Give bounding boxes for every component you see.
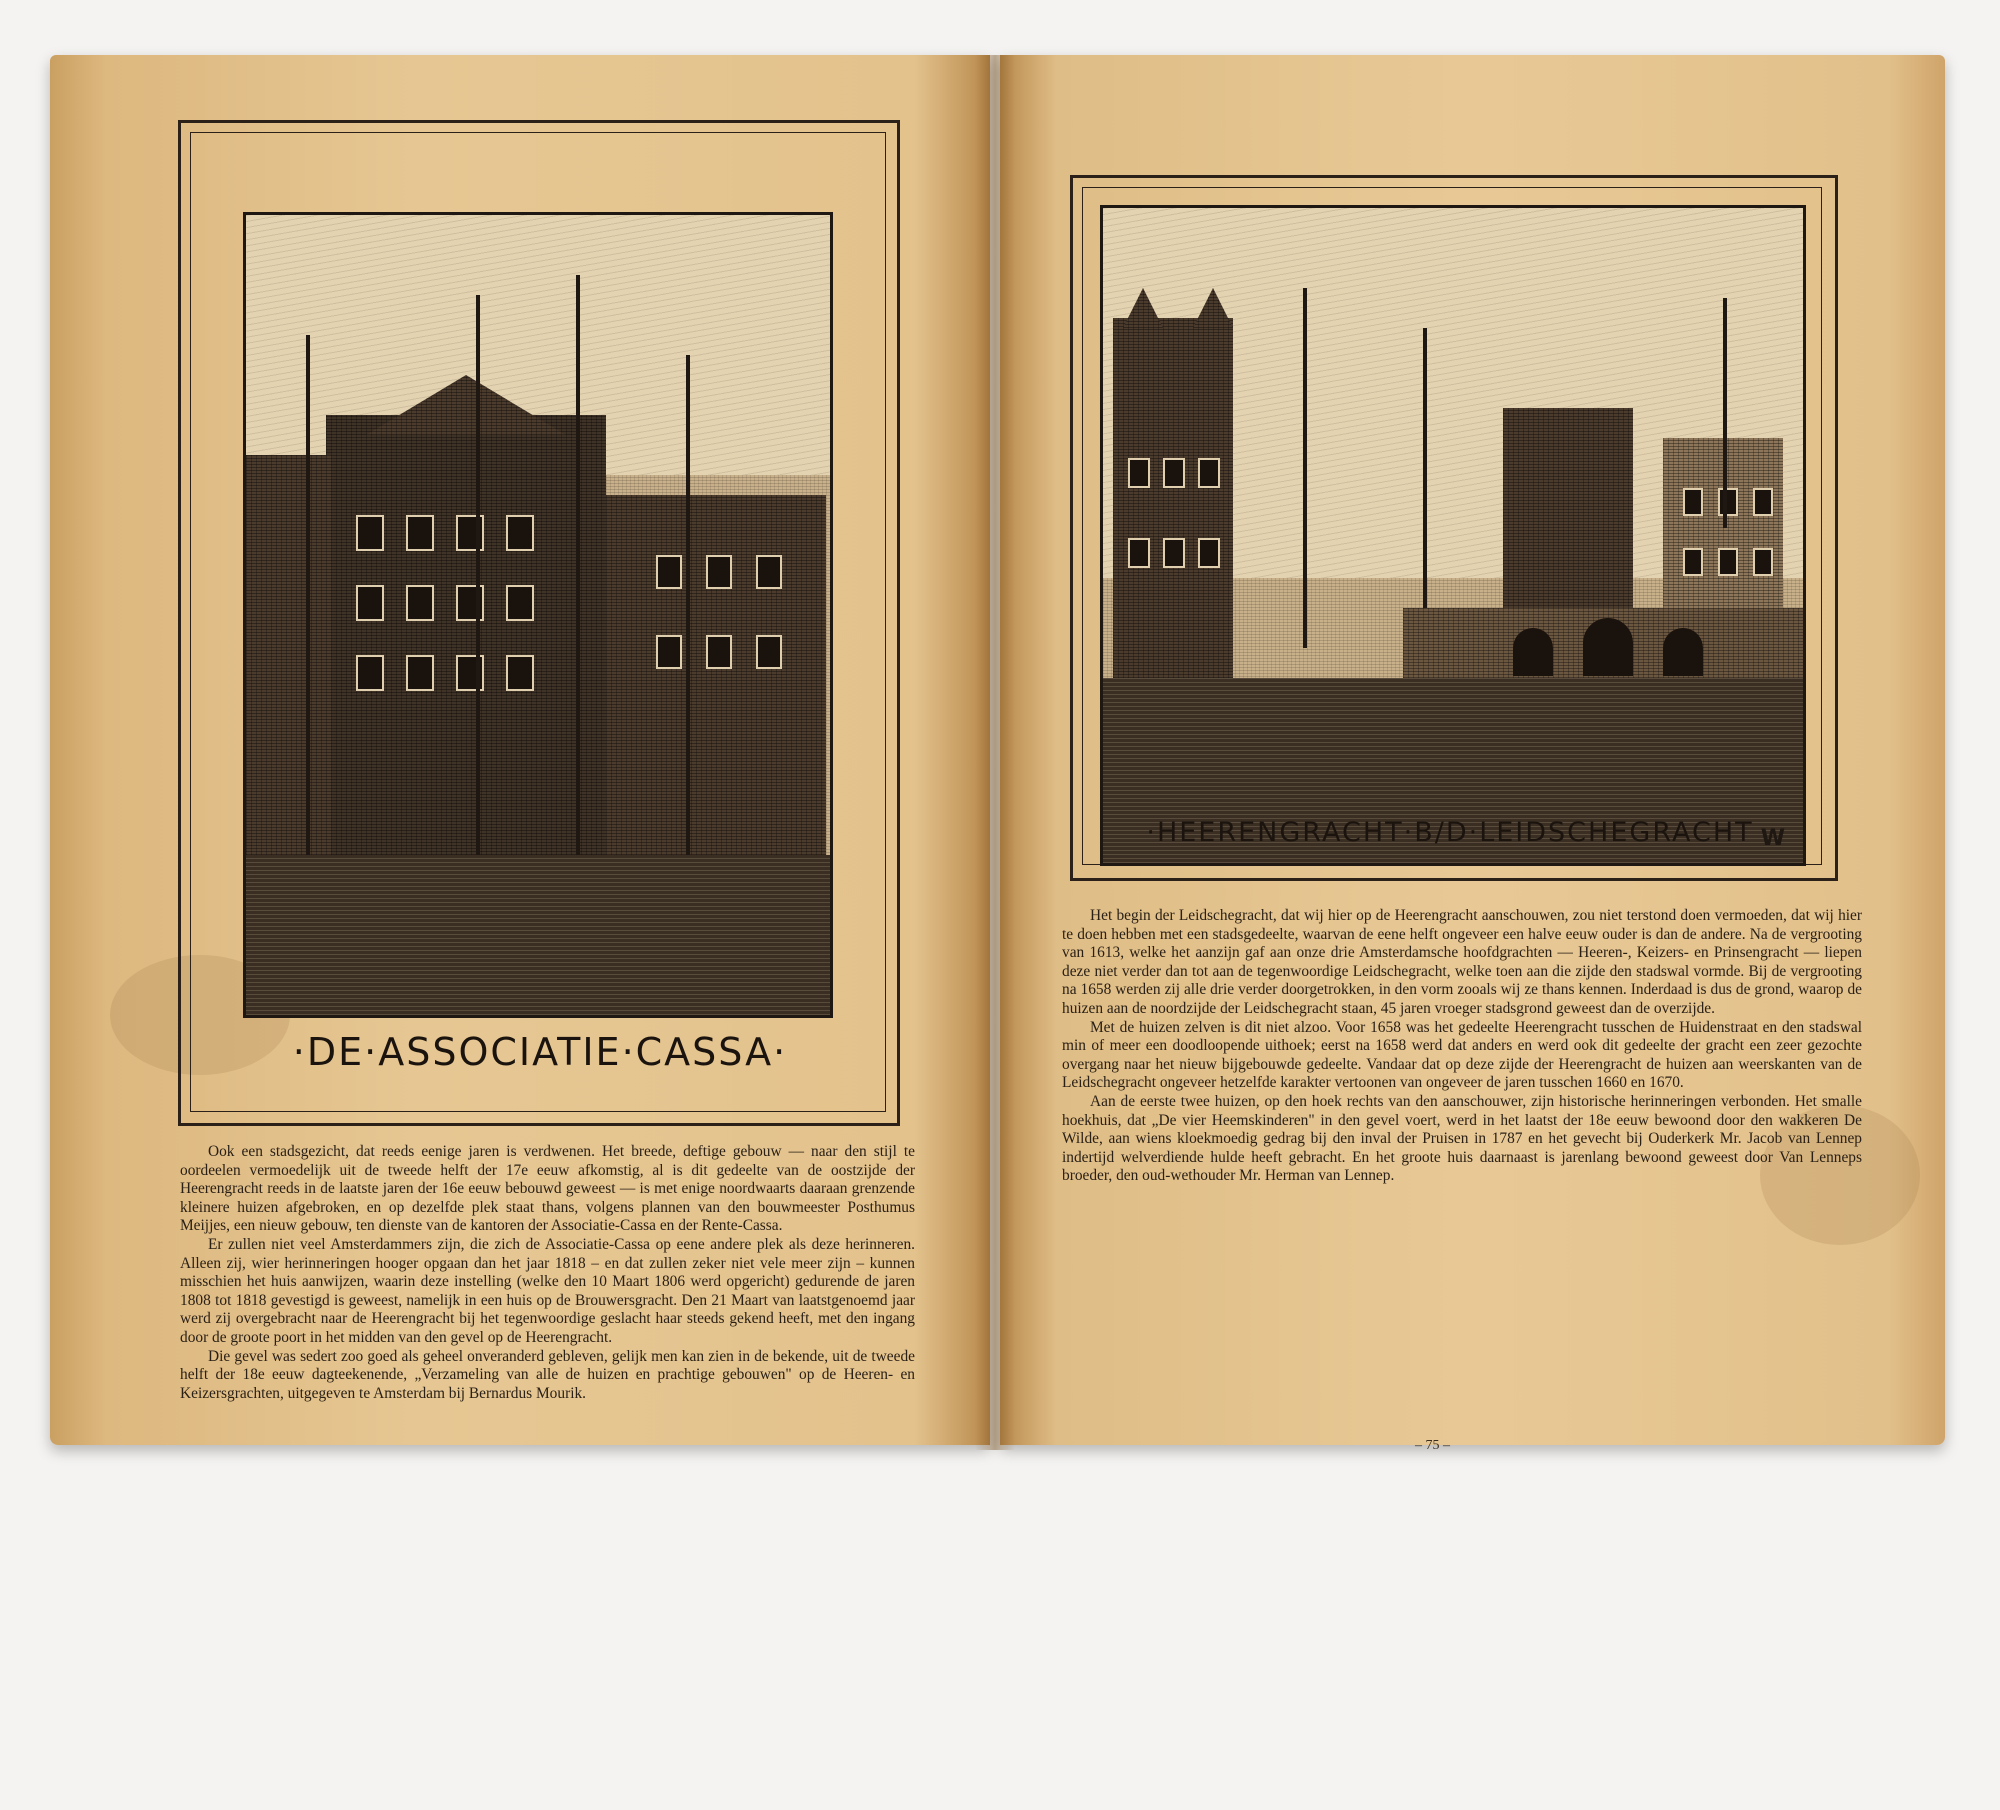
right-plate-caption: ·HEERENGRACHT·B/D·LEIDSCHEGRACHT xyxy=(1146,817,1754,848)
paragraph: Er zullen niet veel Amsterdammers zijn, die zich de Associatie-Cassa op eene andere plek als deze herinneren. Alleen zij, wier herinneringen hooger opgaan dan het jaar 1818 – en dat zullen zeker niet vele meer zijn – kunnen misschien het huis aanwijzen, waarin deze instelling (welke den 10 Maart 1806 werd opgericht) gedurende de jaren 1808 tot 1818 gevestigd is geweest, namelijk in een huis op de Brouwersgracht. Den 21 Maart van laatstgenoemd jaar werd zij overgebracht naar de Heerengracht bij het tegenwoordige geslacht haar steeds gekend heeft, met den ingang door de groote poort in het midden van den gevel op de Heerengracht. xyxy=(180,1235,915,1346)
left-page-text xyxy=(180,1143,915,1403)
book-spine xyxy=(975,55,1015,1450)
paragraph: Die gevel was sedert zoo goed als geheel onveranderd gebleven, gelijk men kan zien in de bekende, uit de tweede helft der 18e eeuw dagteekenende, „Verzameling van alle de huizen en prachtige gebouwen" op de Heeren- en Keizersgrachten, uitgegeven te Amsterdam bij Bernardus Mourik. xyxy=(180,1347,915,1402)
left-plate-caption: ·DE·ASSOCIATIE·CASSA· xyxy=(292,1030,788,1074)
open-book xyxy=(40,55,1950,1453)
paragraph: Met de huizen zelven is dit niet alzoo. Voor 1658 was het gedeelte Heerengracht tusschen de Huidenstraat en den stadswal min of meer een doodloopende uithoek; eerst na 1658 werd dat anders en werd ook dit gedeelte der gracht een zeer gezochte overgang naar het nieuw bijgebouwde gedeelte. Vandaar dat op deze zijde der Heerengracht de huizen aan weerskanten van de Leidschegracht ongeveer hetzelfde karakter vertoonen van ongeveer de jaren tusschen 1660 en 1670. xyxy=(1062,1018,1862,1092)
paragraph: Het begin der Leidschegracht, dat wij hier op de Heerengracht aanschouwen, zou niet terstond doen vermoeden, dat wij hier te doen hebben met een stadsgedeelte, waarvan de eene helft ongeveer een halve eeuw ouder is dan de andere. Na de vergrooting van 1613, welke het aanzijn gaf aan onze drie Amsterdamsche hoofdgrachten — Heeren-, Keizers- en Prinsengracht — liepen deze niet verder dan tot aan de tegenwoordige Leidschegracht, welke toen aan die zijde den stadswal vormde. Bij de vergrooting na 1658 werden zij alle drie verder doorgetrokken, in den vorm zooals wij ze thans kennen. Inderdaad is dus de grond, waarop de huizen aan de noordzijde der Leidschegracht staan, 45 jaren vroeger stadsgrond geweest dan de overzijde. xyxy=(1062,907,1862,1017)
right-page xyxy=(1000,55,1945,1445)
page-number: – 75 – xyxy=(1415,1438,1450,1453)
heerengracht-illustration xyxy=(1100,205,1806,866)
associatie-cassa-illustration xyxy=(243,212,833,1018)
artist-monogram: W xyxy=(1760,826,1785,851)
left-page xyxy=(50,55,990,1445)
right-page-text xyxy=(1062,907,1862,1186)
paragraph: Ook een stadsgezicht, dat reeds eenige jaren is verdwenen. Het breede, deftige gebouw — naar den stijl te oordeelen vermoedelijk uit de tweede helft der 17e eeuw afkomstig, al is dit gedeelte van de oostzijde der Heerengracht reeds in de laatste jaren der 16e eeuw bebouwd geweest — is met enige noordwaarts daaraan grenzende kleinere huizen afgebroken, en op dezelfde plek staat thans, volgens plannen van den bouwmeester Posthumus Meijjes, een nieuw gebouw, ten dienste van de kantoren der Associatie-Cassa en der Rente-Cassa. xyxy=(180,1143,915,1235)
paragraph: Aan de eerste twee huizen, op den hoek rechts van den aanschouwer, zijn historische herinneringen verbonden. Het smalle hoekhuis, dat „De vier Heemskinderen" in den gevel voert, werd in het laatst der 18e eeuw bewoond door den wakkeren De Wilde, aan wiens kloekmoedig gedrag bij den inval der Pruisen in 1787 en het gevecht bij Ouderkerk Mr. Jacob van Lennep indertijd welverdiende hulde heeft gebracht. En het groote huis daarnaast is jarenlang bewoond geweest door Van Lenneps broeder, den oud-wethouder Mr. Herman van Lennep. xyxy=(1062,1092,1862,1185)
